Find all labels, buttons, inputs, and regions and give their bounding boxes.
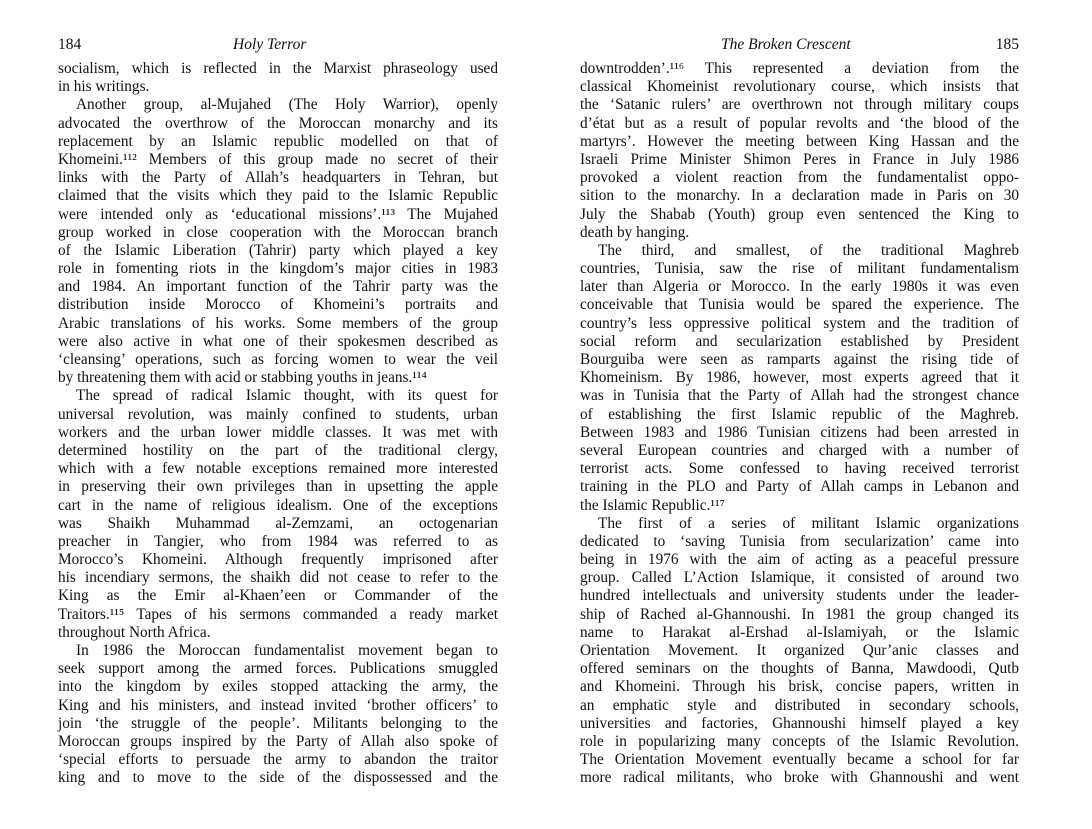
text-line: Bourguiba were seen as ramparts against the rising tide of	[580, 351, 1019, 368]
text-line: role in popularizing many concepts of the Islamic Revolution.	[580, 732, 1019, 750]
text-line: offered seminars on the thoughts of Banna, Mawdoodi, Qutb	[580, 660, 1019, 678]
text-line: Arabic translations of his works. Some members of the group	[58, 314, 498, 332]
text-line: Between 1983 and 1986 Tunisian citizens had been arrested in	[580, 423, 1019, 441]
text-line: sition to the monarchy. In a declaration made in Paris on 30	[580, 187, 1019, 205]
running-head	[58, 34, 498, 56]
text-line: was Shaikh Muhammad al-Zemzami, an octogenarian	[58, 514, 498, 532]
text-line: downtrodden’.¹¹⁶ This represented a deviation from the	[580, 60, 1019, 77]
text-line: were intended only as ‘educational missions’.¹¹³ The Mujahed	[58, 205, 498, 223]
page-number: 185	[995, 36, 1019, 53]
text-line: ship of Rached al-Ghannoushi. In 1981 the group changed its	[580, 605, 1019, 623]
text-line: in preserving their own privileges than in upsetting the apple	[58, 478, 498, 496]
text-line: several European countries and charged with a number of	[580, 441, 1019, 459]
text-line: The first of a series of militant Islamic organizations	[598, 514, 1019, 532]
text-line: ‘special efforts to persuade the army to abandon the traitor	[58, 751, 498, 769]
text-line: later than Algeria or Morocco. In the early 1980s it was even	[580, 278, 1019, 296]
text-line: the Islamic Republic.¹¹⁷	[580, 496, 725, 514]
text-line: universal revolution, was mainly confined to students, urban	[58, 405, 498, 423]
text-line: dedicated to ‘saving Tunisia from secularization’ came into	[580, 532, 1019, 550]
text-line: socialism, which is reflected in the Marxist phraseology used	[58, 60, 498, 77]
text-line: Israeli Prime Minister Shimon Peres in France in July 1986	[580, 150, 1019, 168]
text-line: were also active in what one of their spokesmen described as	[58, 332, 498, 350]
text-line: King as the Emir al-Khaen’een or Commander of the	[58, 587, 498, 605]
text-line: seek support among the armed forces. Publications smuggled	[58, 660, 498, 678]
text-line: of establishing the first Islamic republic of the Maghreb.	[580, 405, 1019, 423]
running-title: Holy Terror	[233, 36, 307, 53]
text-line: the ‘Satanic rulers’ are overthrown not through military coups	[580, 96, 1019, 114]
text-line: conceivable that Tunisia would be spared the experience. The	[580, 296, 1019, 314]
text-line: determined hostility on the part of the traditional clergy,	[58, 441, 498, 459]
text-line: training in the PLO and Party of Allah camps in Lebanon and	[580, 478, 1019, 496]
text-line: The Orientation Movement eventually became a school for far	[580, 751, 1019, 769]
text-line: terrorist acts. Some confessed to having received terrorist	[580, 460, 1019, 478]
text-line: King and his ministers, and instead invited ‘brother officers’ to	[58, 696, 498, 714]
text-line: hundred intellectuals and university students under the leader-	[580, 587, 1019, 605]
text-line: being in 1976 with the aim of acting as a peaceful pressure	[580, 551, 1019, 569]
text-line: In 1986 the Moroccan fundamentalist movement began to	[76, 642, 498, 659]
text-line: Khomeinism. By 1986, however, most experts agreed that it	[580, 369, 1019, 387]
text-line: and Khomeini. Through his brisk, concise papers, written in	[580, 678, 1019, 696]
text-line: king and to move to the side of the dispossessed and the	[58, 769, 498, 787]
page-body	[580, 60, 1019, 788]
text-line: was in Tunisia that the Party of Allah had the strongest chance	[580, 387, 1019, 405]
text-line: which with a few notable exceptions remained more interested	[58, 460, 498, 478]
text-line: Traitors.¹¹⁵ Tapes of his sermons commanded a ready market	[58, 605, 498, 623]
text-line: d’état but as a result of popular revolts and ‘the blood of the	[580, 114, 1019, 132]
text-line: and 1984. An important function of the Tahrir party was the	[58, 278, 498, 296]
text-line: countries, Tunisia, saw the rise of militant fundamentalism	[580, 260, 1019, 278]
text-line: cart in the name of religious idealism. One of the exceptions	[58, 496, 498, 514]
text-line: throughout North Africa.	[58, 623, 211, 641]
running-head	[580, 34, 1019, 56]
text-line: group worked in close cooperation with the Moroccan branch	[58, 223, 498, 241]
text-line: by threatening them with acid or stabbing youths in jeans.¹¹⁴	[58, 369, 427, 387]
running-title: The Broken Crescent	[721, 36, 851, 53]
text-line: ‘cleansing’ operations, such as forcing women to wear the veil	[58, 351, 498, 368]
text-line: Another group, al-Mujahed (The Holy Warrior), openly	[76, 96, 498, 114]
page-number: 184	[58, 36, 82, 53]
text-line: The third, and smallest, of the traditional Maghreb	[598, 241, 1019, 259]
left-page	[58, 34, 498, 788]
text-line: an emphatic style and distributed in secondary schools,	[580, 696, 1019, 714]
text-line: Moroccan groups inspired by the Party of Allah also spoke of	[58, 732, 498, 750]
text-line: join ‘the struggle of the people’. Militants belonging to the	[58, 714, 498, 732]
text-line: Orientation Movement. It organized Qur’anic classes and	[580, 642, 1019, 659]
text-line: group. Called L’Action Islamique, it consisted of around two	[580, 569, 1019, 587]
right-page	[580, 34, 1019, 788]
text-line: death by hanging.	[580, 223, 690, 241]
text-line: replacement by an Islamic republic modelled on that of	[58, 132, 498, 150]
text-line: of the Islamic Liberation (Tahrir) party which played a key	[58, 241, 498, 259]
text-line: social reform and secularization established by President	[580, 332, 1019, 350]
text-line: his incendiary sermons, the shaikh did not cease to refer to the	[58, 569, 498, 587]
page-body	[58, 60, 498, 788]
text-line: role in fomenting riots in the kingdom’s major cities in 1983	[58, 260, 498, 278]
text-line: provoked a violent reaction from the fundamentalist oppo-	[580, 169, 1019, 187]
text-line: distribution inside Morocco of Khomeini’s portraits and	[58, 296, 498, 314]
text-line: The spread of radical Islamic thought, with its quest for	[76, 387, 498, 405]
text-line: universities and factories, Ghannoushi himself played a key	[580, 714, 1019, 732]
text-line: classical Khomeinist revolutionary course, which insists that	[580, 78, 1019, 96]
text-line: July the Shabab (Youth) group even sentenced the King to	[580, 205, 1019, 223]
text-line: country’s less oppressive political system and the tradition of	[580, 314, 1019, 332]
text-line: Morocco’s Khomeini. Although frequently imprisoned after	[58, 551, 498, 569]
text-line: more radical militants, who broke with Ghannoushi and went	[580, 769, 1019, 787]
text-line: claimed that the visits which they paid to the Islamic Republic	[58, 187, 498, 205]
text-line: name to Harakat al-Ershad al-Islamiyah, or the Islamic	[580, 623, 1019, 641]
text-line: in his writings.	[58, 78, 150, 96]
text-line: preacher in Tangier, who from 1984 was referred to as	[58, 532, 498, 550]
text-line: martyrs’. However the meeting between King Hassan and the	[580, 132, 1019, 150]
text-line: workers and the urban lower middle classes. It was met with	[58, 423, 498, 441]
text-line: advocated the overthrow of the Moroccan monarchy and its	[58, 114, 498, 132]
text-line: into the kingdom by exiles stopped attacking the army, the	[58, 678, 498, 696]
text-line: Khomeini.¹¹² Members of this group made no secret of their	[58, 150, 498, 168]
text-line: links with the Party of Allah’s headquarters in Tehran, but	[58, 169, 498, 187]
